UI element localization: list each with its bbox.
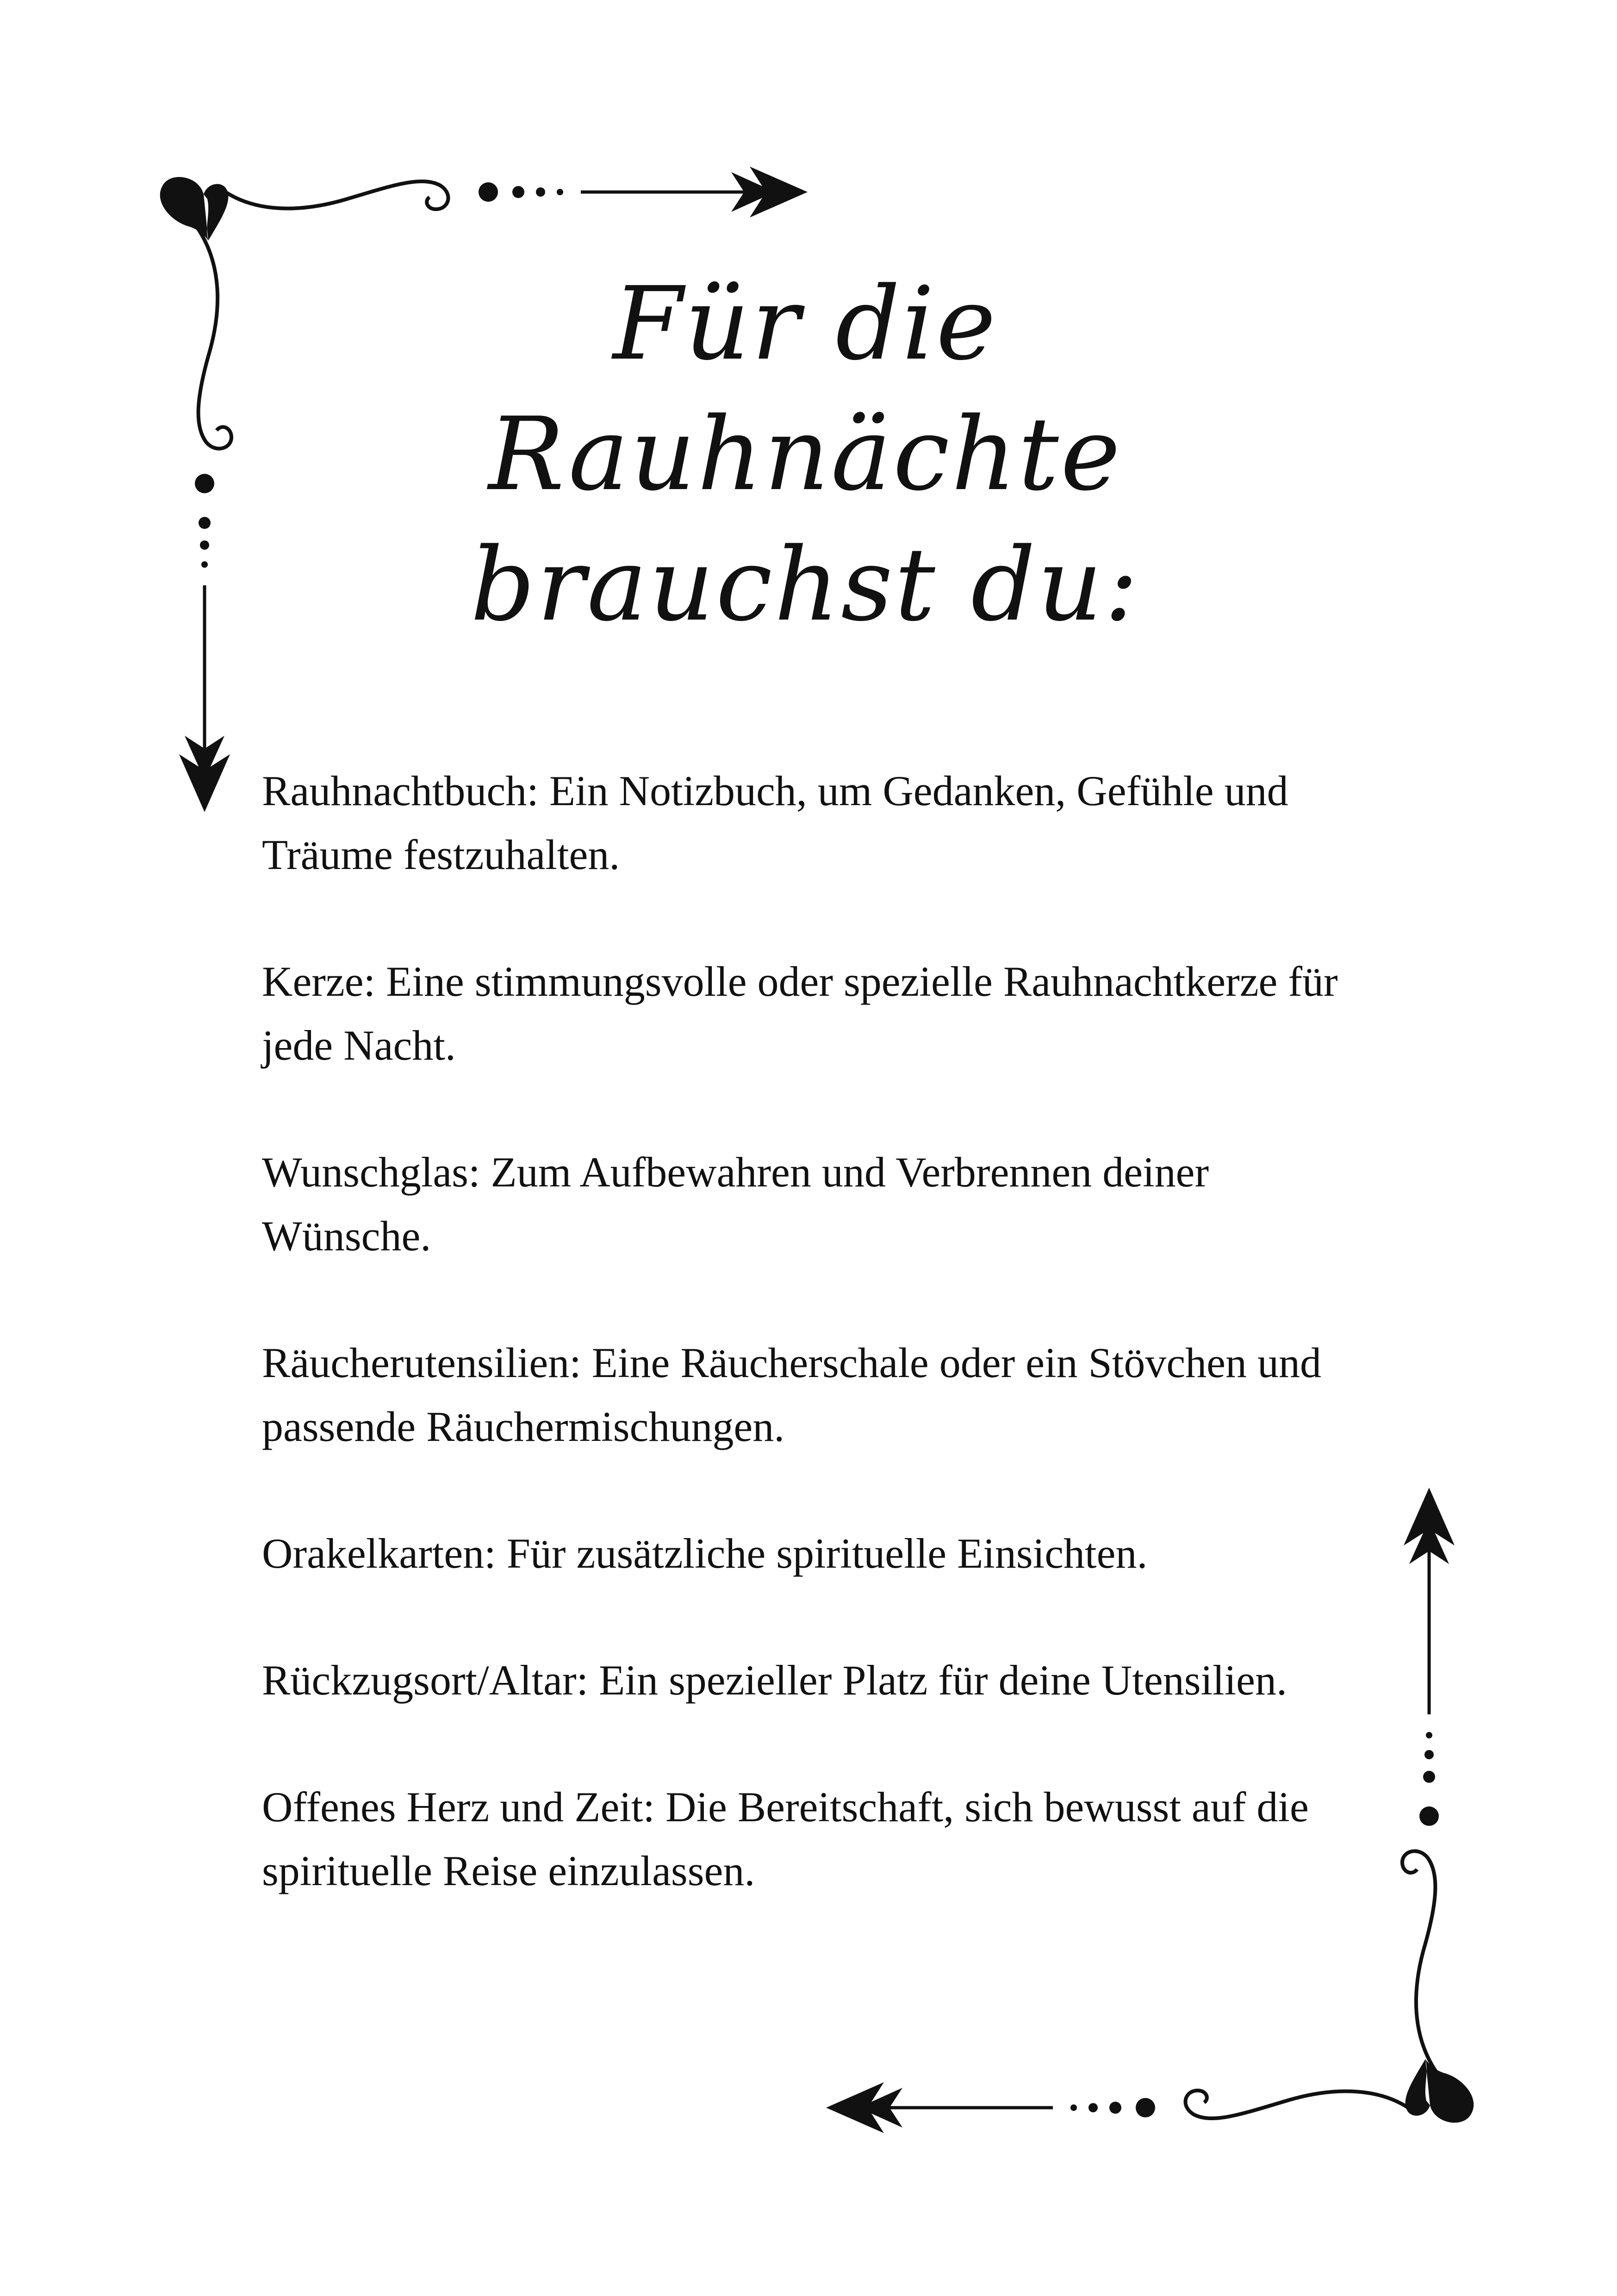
dot-icon xyxy=(199,517,211,529)
dot-icon xyxy=(1424,1750,1434,1759)
page-title xyxy=(352,259,1259,651)
dot-icon xyxy=(201,561,208,568)
dot-icon xyxy=(1109,2102,1121,2114)
supply-list xyxy=(262,759,1354,1966)
dot-icon xyxy=(536,187,545,197)
dot-icon xyxy=(1423,1771,1435,1783)
list-item: Räucherutensilien: Eine Räucherschale oder ein Stövchen und passende Räuchermischungen. xyxy=(262,1339,1321,1450)
swirl-line-vertical xyxy=(1402,1851,1437,2073)
dot-icon xyxy=(1070,2104,1077,2111)
list-item: Orakelkarten: Für zusätzliche spirituelle Einsichten. xyxy=(262,1530,1148,1577)
title-line: brauchst du: xyxy=(470,527,1140,644)
dot-icon xyxy=(1419,1806,1439,1826)
dot-icon xyxy=(557,189,563,195)
heart-icon xyxy=(160,177,229,241)
dot-icon xyxy=(200,540,209,550)
swirl-line-vertical xyxy=(197,227,231,448)
list-item: Wunschglas: Zum Aufbewahren und Verbrennen deiner Wünsche. xyxy=(262,1148,1209,1260)
dot-icon xyxy=(512,186,524,198)
swirl-line-horizontal xyxy=(1185,2091,1412,2118)
heart-icon xyxy=(1406,2059,1474,2122)
dot-icon xyxy=(479,182,498,202)
list-item: Kerze: Eine stimmungsvolle oder spezielle Rauhnachtkerze für jede Nacht. xyxy=(262,958,1338,1069)
swirl-line-horizontal xyxy=(222,181,448,209)
list-item: Offenes Herz und Zeit: Die Bereitschaft, sich bewusst auf die spirituelle Reise einzulassen. xyxy=(262,1783,1309,1894)
list-item: Rückzugsort/Altar: Ein spezieller Platz für deine Utensilien. xyxy=(262,1657,1287,1704)
dot-icon xyxy=(1136,2098,1155,2117)
title-line: Rauhnächte xyxy=(488,396,1122,513)
title-line: Für die xyxy=(613,266,998,383)
dot-icon xyxy=(195,474,214,493)
list-item: Rauhnachtbuch: Ein Notizbuch, um Gedanken, Gefühle und Träume festzuhalten. xyxy=(262,767,1288,878)
dot-icon xyxy=(1426,1732,1432,1738)
dot-icon xyxy=(1088,2103,1098,2112)
